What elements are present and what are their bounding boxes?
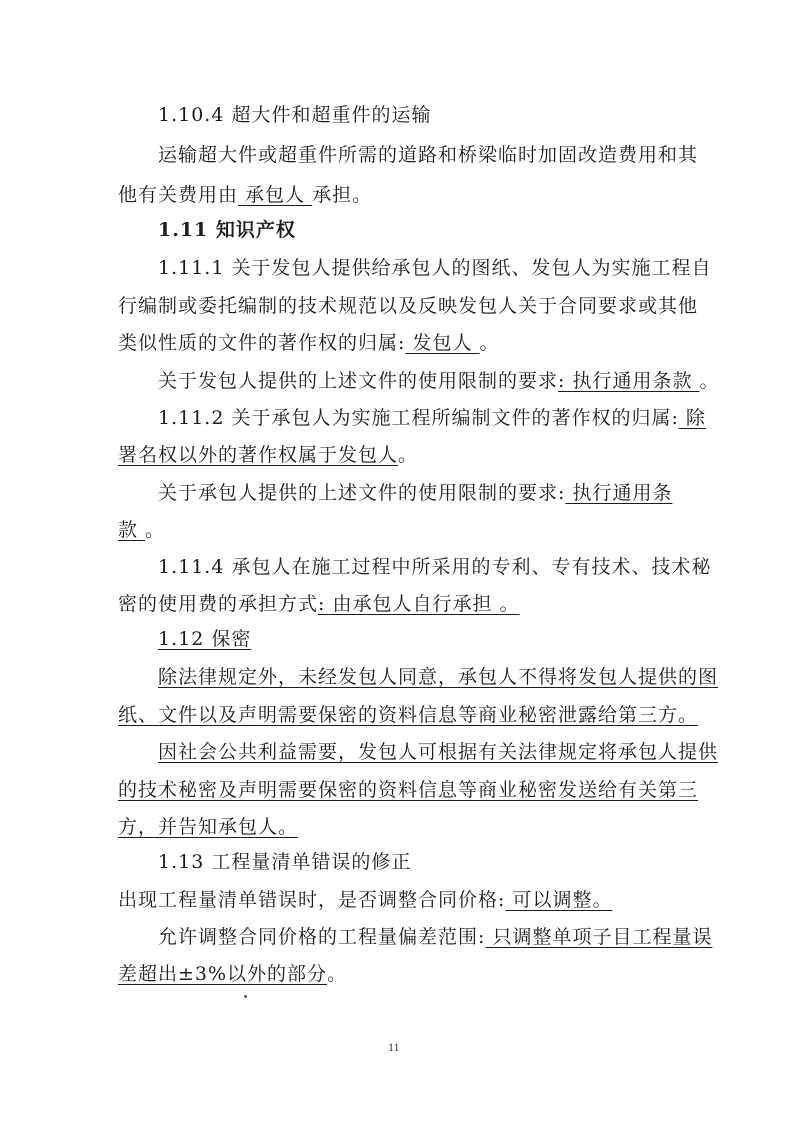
- paragraph-line: 款 。: [118, 519, 166, 541]
- section-heading-1-11: 1.11 知识产权: [158, 219, 296, 241]
- paragraph-line: 出现工程量清单错误时，是否调整合同价格: 可以调整。: [118, 889, 613, 911]
- filled-blank: 款: [118, 519, 146, 541]
- section-heading-1-13: 1.13 工程量清单错误的修正: [158, 851, 412, 873]
- paragraph-line: 因社会公共利益需要，发包人可根据有关法律规定将承包人提供: [158, 741, 719, 763]
- paragraph-line: 行编制或委托编制的技术规范以及反映发包人关于合同要求或其他: [118, 295, 699, 317]
- paragraph-line: 纸、文件以及声明需要保密的资料信息等商业秘密泄露给第三方。: [118, 704, 699, 726]
- paragraph-line: 类似性质的文件的著作权的归属: 发包人 。: [118, 332, 500, 354]
- filled-blank: : 执行通用条款: [558, 370, 700, 392]
- paragraph-line: 关于承包人提供的上述文件的使用限制的要求: 执行通用条: [158, 482, 673, 504]
- section-heading-1-12: 1.12 保密: [158, 628, 252, 650]
- paragraph-line: 1.11.1 关于发包人提供给承包人的图纸、发包人为实施工程自: [158, 257, 712, 279]
- filled-blank: 可以调整。: [505, 889, 613, 911]
- paragraph-line: 差超出±3%以外的部分。: [118, 963, 348, 985]
- paragraph-line: 允许调整合同价格的工程量偏差范围: 只调整单项子目工程量误: [158, 926, 713, 948]
- paragraph-line: 他有关费用由 承包人 承担。: [118, 184, 373, 206]
- paragraph-line: 署名权以外的著作权属于发包人。: [118, 444, 419, 466]
- paragraph-line: 运输超大件或超重件所需的道路和桥梁临时加固改造费用和其: [158, 144, 699, 166]
- paragraph-line: 密的使用费的承担方式: 由承包人自行承担 。: [118, 593, 520, 615]
- filled-blank: 发包人: [405, 332, 480, 354]
- paragraph-line: 方，并告知承包人。: [118, 816, 299, 838]
- filled-blank: : 由承包人自行承担 。: [318, 593, 520, 615]
- paragraph-line: 1.11.4 承包人在施工过程中所采用的专利、专有技术、技术秘: [158, 556, 712, 578]
- filled-blank: 执行通用条: [565, 482, 673, 504]
- filled-blank: 差超出±3%以外的部分: [118, 963, 328, 985]
- section-heading-1-10-4: 1.10.4 超大件和超重件的运输: [158, 104, 432, 126]
- scan-speck: [244, 995, 247, 998]
- filled-blank: 只调整单项子目工程量误: [485, 926, 713, 948]
- paragraph-line: 1.11.2 关于承包人为实施工程所编制文件的著作权的归属: 除: [158, 407, 706, 429]
- paragraph-line: 除法律规定外，未经发包人同意，承包人不得将发包人提供的图: [158, 666, 719, 688]
- filled-blank: 署名权以外的著作权属于发包人: [118, 444, 399, 466]
- paragraph-line: 的技术秘密及声明需要保密的资料信息等商业秘密发送给有关第三: [118, 779, 699, 801]
- filled-blank: 承包人: [238, 184, 313, 206]
- page-number: 11: [388, 1040, 400, 1054]
- filled-blank: 除: [678, 407, 706, 429]
- paragraph-line: 关于发包人提供的上述文件的使用限制的要求: 执行通用条款 。: [158, 370, 720, 392]
